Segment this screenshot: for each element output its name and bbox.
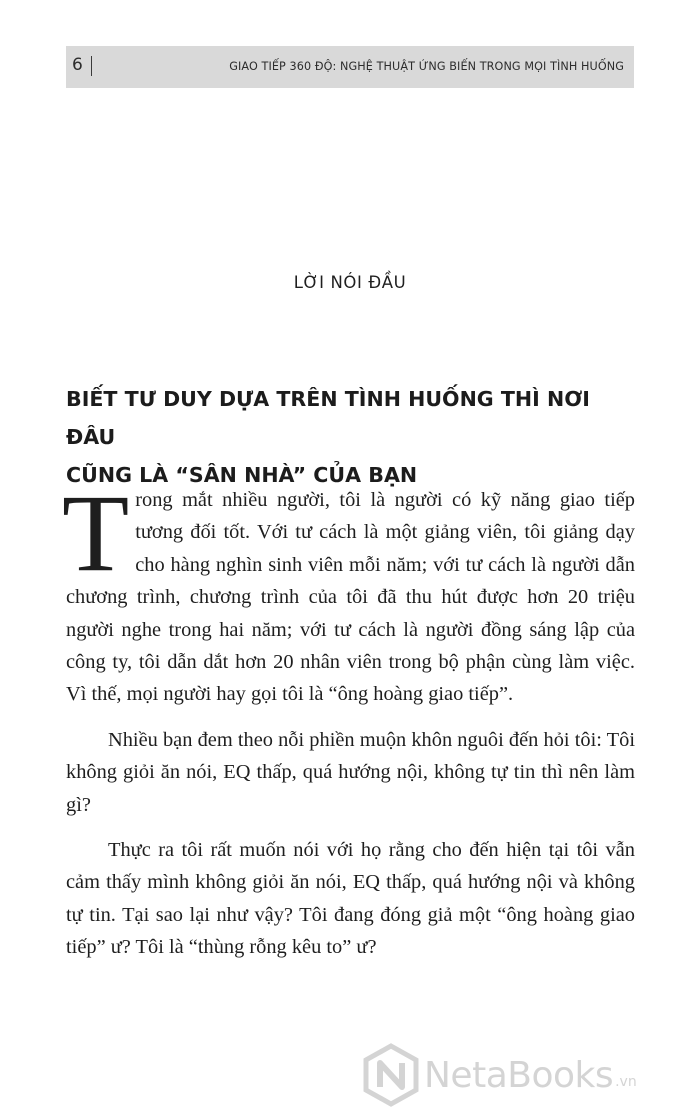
header-divider (91, 56, 92, 76)
page-number: 6 (72, 55, 83, 75)
netabooks-logo-icon (362, 1043, 420, 1107)
running-title: GIAO TIẾP 360 ĐỘ: NGHỆ THUẬT ỨNG BIẾN TRONG MỌI TÌNH HUỐNG (229, 60, 624, 73)
running-header (66, 46, 634, 88)
chapter-title-line-1: BIẾT TƯ DUY DỰA TRÊN TÌNH HUỐNG THÌ NƠI ĐÂU (66, 387, 590, 449)
paragraph-2: Nhiều bạn đem theo nỗi phiền muộn khôn nguôi đến hỏi tôi: Tôi không giỏi ăn nói, EQ thấp, quá hướng nội, không tự tin thì nên làm gì? (66, 728, 635, 816)
paragraph-3: Thực ra tôi rất muốn nói với họ rằng cho đến hiện tại tôi vẫn cảm thấy mình không giỏi ăn nói, EQ thấp, quá hướng nội và không tự tin. Tại sao lại như vậy? Tôi đang đóng giả một “ông hoàng giao tiếp” ư? Tôi là “thùng rỗng kêu to” ư? (66, 839, 635, 959)
section-label: LỜI NÓI ĐẦU (293, 273, 407, 292)
drop-cap: T (62, 472, 130, 594)
watermark-suffix: .vn (615, 1074, 637, 1090)
watermark-brand: NetaBooks (424, 1054, 614, 1096)
chapter-title (66, 380, 646, 494)
watermark (362, 1040, 692, 1110)
paragraph-1-text: rong mắt nhiều người, tôi là người có kỹ năng giao tiếp tương đối tốt. Với tư cách là một giảng viên, tôi giảng dạy cho hàng nghìn sinh viên mỗi năm; với tư cách là người dẫn chương trình, chương trình của tôi đã thu hút được hơn 20 triệu người nghe trong hai năm; với tư cách là người đồng sáng lập của công ty, tôi dẫn dắt hơn 20 nhân viên trong bộ phận cùng làm việc. Vì thế, mọi người hay gọi tôi là “ông hoàng giao tiếp”. (66, 489, 635, 706)
chapter-title-line-2: CŨNG LÀ “SÂN NHÀ” CỦA BẠN (66, 463, 418, 487)
